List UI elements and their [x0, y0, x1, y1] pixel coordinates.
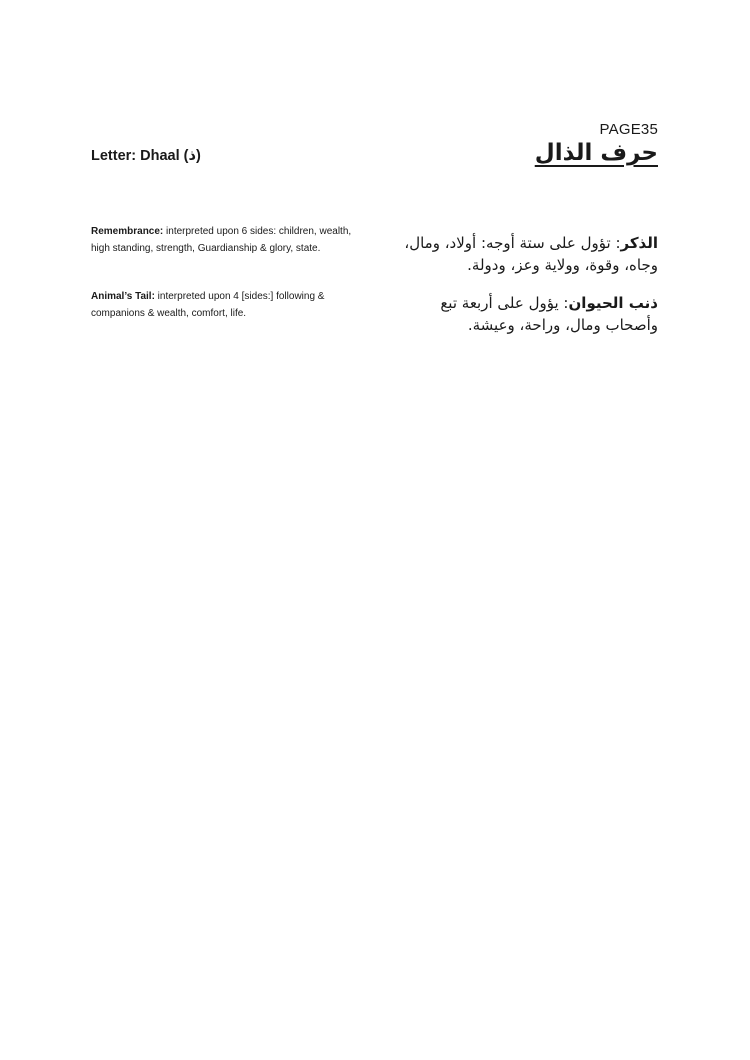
- entry-term: Animal’s Tail:: [91, 291, 155, 302]
- page-number: PAGE35: [599, 121, 658, 138]
- letter-heading-ar: حرف الذال: [534, 140, 658, 166]
- entry-text: interpreted upon 6 sides: children, wealth, high standing, strength, Guardianship & glory, state.: [91, 226, 352, 254]
- entry-remembrance-en: [91, 224, 361, 257]
- entry-term: الذكر: [620, 234, 658, 252]
- entry-animal-tail-en: [91, 289, 361, 322]
- entry-term: ذنب الحيوان: [568, 294, 658, 312]
- entry-text: : تؤول على ستة أوجه: أولاد، ومال، وجاه، وقوة، وولاية وعز، ودولة.: [404, 234, 658, 274]
- entry-text: : يؤول على أربعة تبع وأصحاب ومال، وراحة، وعيشة.: [440, 294, 658, 334]
- letter-heading-en: Letter: Dhaal (ذ): [91, 148, 201, 164]
- entry-term: Remembrance:: [91, 226, 164, 237]
- entry-text: interpreted upon 4 [sides:] following & companions & wealth, comfort, life.: [91, 291, 325, 319]
- entry-remembrance-ar: [388, 232, 658, 276]
- entry-animal-tail-ar: [388, 292, 658, 336]
